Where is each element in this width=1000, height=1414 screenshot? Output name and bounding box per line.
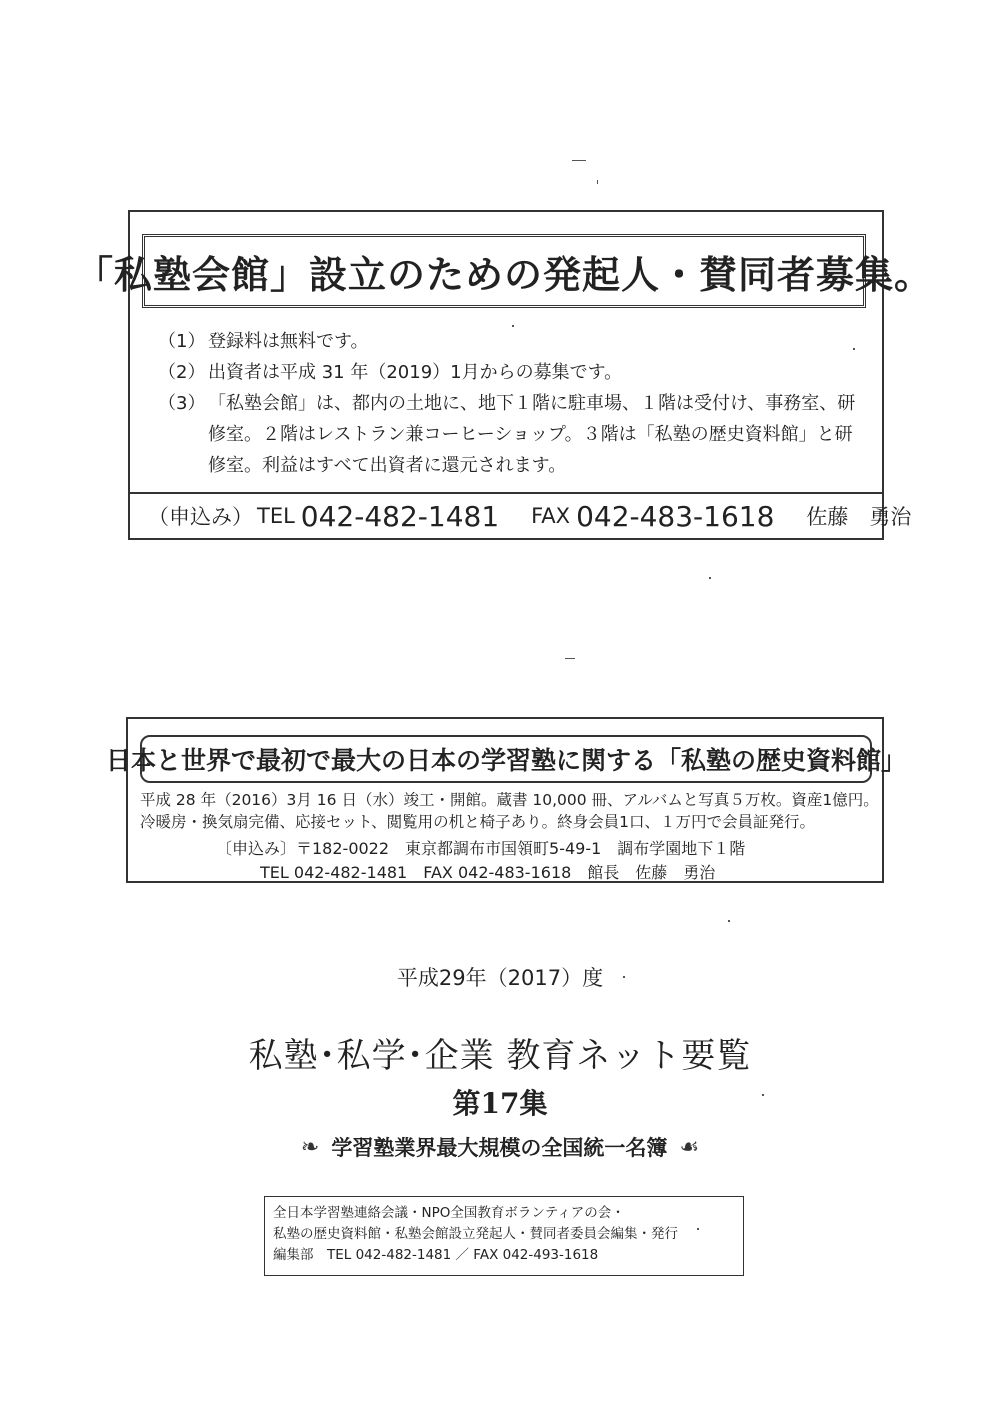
history-museum-title: 日本と世界で最初で最大の日本の学習塾に関する「私塾の歴史資料館」 <box>140 735 872 783</box>
publisher-info <box>264 1196 744 1276</box>
fax-number: 042-483-1618 <box>576 499 775 533</box>
item-text: 出資者は平成 31 年（2019）1月からの募集です。 <box>208 362 623 383</box>
subtitle-row <box>0 1132 1000 1162</box>
publication-subtitle: 学習塾業界最大規模の全国統一名簿 <box>331 1136 668 1160</box>
publisher-contact: 編集部 TEL 042-482-1481 ／ FAX 042-493-1618 <box>273 1247 599 1263</box>
list-item <box>158 326 868 357</box>
item-text: 登録料は無料です。 <box>208 331 369 352</box>
scan-speck <box>709 577 711 579</box>
contact-address: 〔申込み〕〒182-0022 東京都調布市国領町5-49-1 調布学園地下１階 <box>216 839 746 858</box>
item-text: 「私塾会館」は、都内の土地に、地下１階に駐車場、１階は受付け、事務室、研修室。２階はレストラン兼コーヒーショップ。３階は「私塾の歴史資料館」と研修室。利益はすべて出資者に還元されます。 <box>208 393 856 476</box>
description-line: 平成 28 年（2016）3月 16 日（水）竣工・開館。蔵書 10,000 冊、アルバムと写真５万枚。資産1億円。 <box>140 791 879 809</box>
recruitment-ad <box>75 210 934 540</box>
item-number: （2） <box>158 362 206 383</box>
list-item <box>158 388 868 481</box>
flourish-right-icon: ☙ <box>679 1134 700 1160</box>
item-number: （3） <box>158 393 206 414</box>
recruitment-ad-title: 「私塾会館」設立のための発起人・賛同者募集。 <box>142 234 866 308</box>
apply-label: （申込み） <box>148 505 253 529</box>
publication-title: 私塾･私学･企業 教育ネット要覧 <box>248 1036 752 1076</box>
scan-speck <box>597 180 598 184</box>
recruitment-conditions-list <box>158 326 868 481</box>
volume-number: 第17集 <box>452 1087 548 1120</box>
history-museum-contact <box>216 837 745 885</box>
contact-phone: TEL 042-482-1481 FAX 042-483-1618 館長 佐藤 勇治 <box>260 863 716 882</box>
list-item <box>158 357 868 388</box>
tel-number: 042-482-1481 <box>300 499 500 533</box>
history-museum-description <box>140 789 880 833</box>
item-number: （1） <box>158 331 206 352</box>
fax-label: FAX <box>531 504 571 528</box>
publisher-line: 私塾の歴史資料館・私塾会館設立発起人・賛同者委員会編集・発行 <box>273 1226 678 1242</box>
history-museum-ad <box>106 717 907 883</box>
contact-name: 佐藤 勇治 <box>806 505 912 529</box>
tel-label: TEL <box>257 504 295 528</box>
description-line: 冷暖房・換気扇完備、応接セット、閲覧用の机と椅子あり。終身会員1口、１万円で会員証発行。 <box>140 813 815 831</box>
fiscal-year: 平成29年（2017）度 <box>396 966 604 990</box>
publisher-line: 全日本学習塾連絡会議・NPO全国教育ボランティアの会・ <box>273 1205 625 1221</box>
scan-speck <box>728 920 730 922</box>
scan-speck <box>565 658 575 659</box>
flourish-left-icon: ❧ <box>300 1134 320 1160</box>
recruitment-contact <box>130 492 912 538</box>
scan-speck <box>572 160 586 161</box>
